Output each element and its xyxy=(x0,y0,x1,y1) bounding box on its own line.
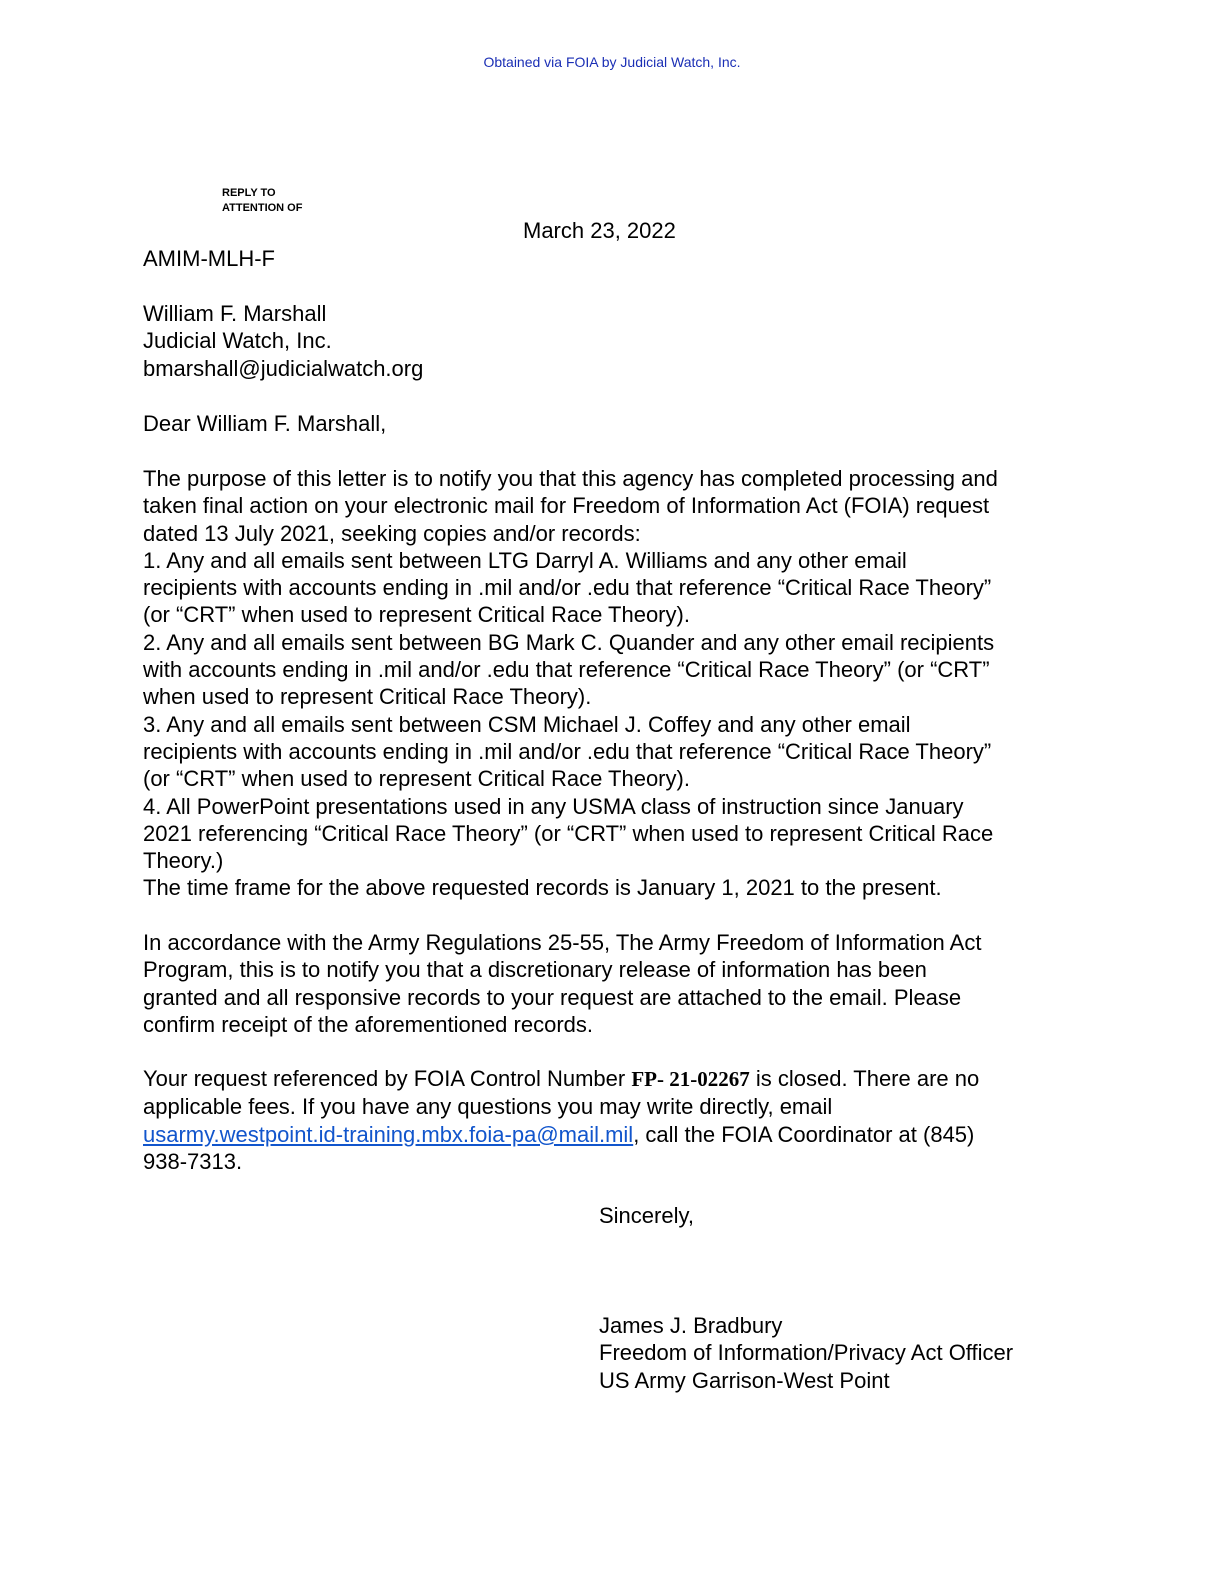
body-line: 938-7313. xyxy=(143,1148,243,1174)
recipient-name: William F. Marshall xyxy=(143,301,327,326)
body-line: 2021 referencing “Critical Race Theory” (or “CRT” when used to represent Critical Race xyxy=(143,820,994,846)
closure-paragraph xyxy=(143,1065,979,1175)
foia-control-number: FP- 21-02267 xyxy=(631,1067,750,1091)
body-line: In accordance with the Army Regulations 25-55, The Army Freedom of Information Act xyxy=(143,930,982,955)
request-paragraph xyxy=(143,465,1083,902)
body-line: The purpose of this letter is to notify you that this agency has completed processing and xyxy=(143,466,998,491)
body-line: 2. Any and all emails sent between BG Mark C. Quander and any other email recipients xyxy=(143,629,995,655)
body-line: 3. Any and all emails sent between CSM Michael J. Coffey and any other email xyxy=(143,711,911,737)
closing: Sincerely, xyxy=(599,1203,694,1228)
body-line: recipients with accounts ending in .mil and/or .edu that reference “Critical Race Theory” xyxy=(143,738,992,764)
body-line: The time frame for the above requested records is January 1, 2021 to the present. xyxy=(143,875,942,901)
body-line: granted and all responsive records to your request are attached to the email. Please xyxy=(143,984,962,1010)
body-line: applicable fees. If you have any questions you may write directly, email xyxy=(143,1094,833,1120)
body-line: Theory.) xyxy=(143,848,224,874)
body-line xyxy=(143,1065,979,1093)
body-line: with accounts ending in .mil and/or .edu that reference “Critical Race Theory” (or “CRT” xyxy=(143,657,990,683)
foia-watermark: Obtained via FOIA by Judicial Watch, Inc. xyxy=(483,54,741,70)
body-line: confirm receipt of the aforementioned records. xyxy=(143,1011,594,1037)
recipient-organization: Judicial Watch, Inc. xyxy=(143,328,332,354)
foia-email-link[interactable]: usarmy.westpoint.id-training.mbx.foia-pa@mail.mil xyxy=(143,1121,634,1147)
closure-text: is closed. There are no xyxy=(749,1066,980,1091)
letter-date: March 23, 2022 xyxy=(523,218,676,243)
body-line: dated 13 July 2021, seeking copies and/or records: xyxy=(143,520,641,546)
reply-to-block xyxy=(222,186,302,216)
reply-to-label: REPLY TO xyxy=(222,187,276,199)
body-line: 4. All PowerPoint presentations used in any USMA class of instruction since January xyxy=(143,793,964,819)
recipient-address xyxy=(143,300,423,382)
office-symbol: AMIM-MLH-F xyxy=(143,246,275,271)
signer-name: James J. Bradbury xyxy=(599,1313,783,1338)
closure-text: Your request referenced by FOIA Control Number xyxy=(143,1066,632,1091)
body-line: 1. Any and all emails sent between LTG Darryl A. Williams and any other email xyxy=(143,547,907,573)
attention-of-label: ATTENTION OF xyxy=(222,202,303,214)
signer-organization: US Army Garrison-West Point xyxy=(599,1367,890,1393)
closure-text: , call the FOIA Coordinator at (845) xyxy=(633,1121,975,1147)
signer-title: Freedom of Information/Privacy Act Officer xyxy=(599,1340,1014,1366)
salutation: Dear William F. Marshall, xyxy=(143,411,387,436)
signature-block xyxy=(599,1312,1013,1394)
body-line xyxy=(143,1121,979,1148)
body-line: (or “CRT” when used to represent Critical Race Theory). xyxy=(143,766,690,792)
body-line: (or “CRT” when used to represent Critical Race Theory). xyxy=(143,602,690,628)
release-paragraph xyxy=(143,929,981,1038)
body-line: Program, this is to notify you that a discretionary release of information has been xyxy=(143,957,927,983)
body-line: when used to represent Critical Race Theory). xyxy=(143,684,592,710)
recipient-email: bmarshall@judicialwatch.org xyxy=(143,355,424,381)
body-line: recipients with accounts ending in .mil and/or .edu that reference “Critical Race Theory” xyxy=(143,575,992,601)
body-line: taken final action on your electronic mail for Freedom of Information Act (FOIA) request xyxy=(143,493,990,519)
